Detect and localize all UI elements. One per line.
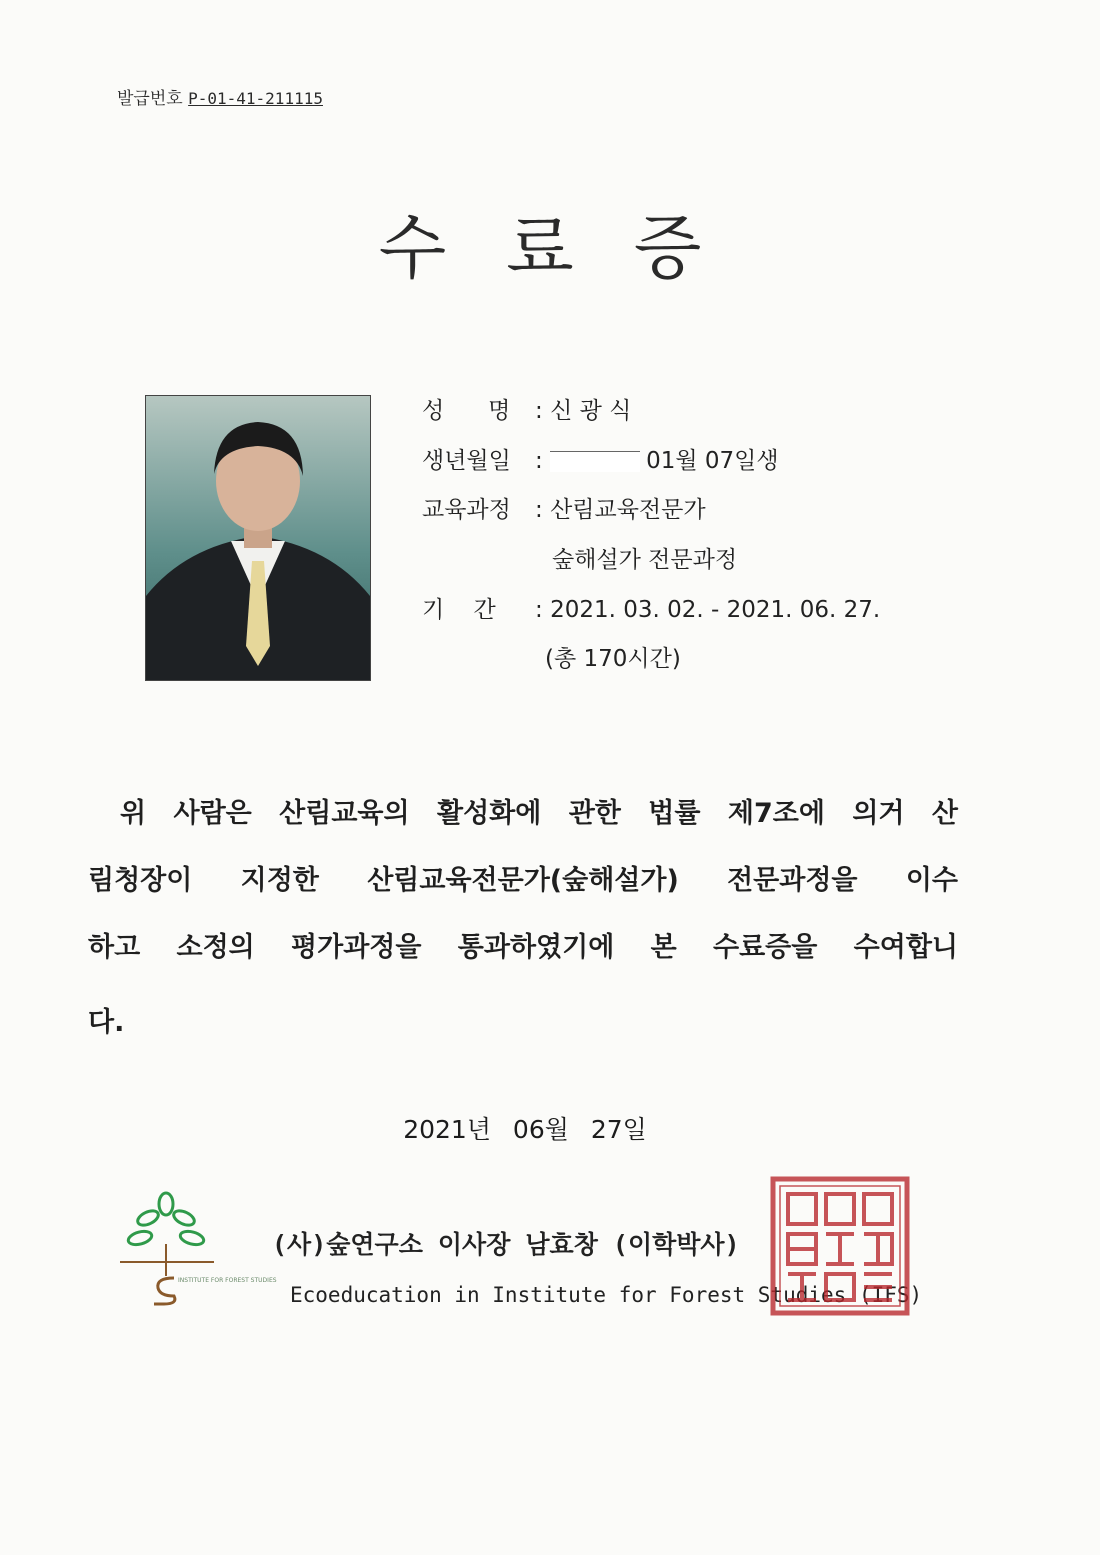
issue-number [117,84,323,109]
issue-date: 2021년 06월 27일 [403,1115,647,1144]
issuer-english: Ecoeducation in Institute for Forest Studies (IFS) [290,1283,923,1307]
birth-value: 01월 07일생 [646,448,779,474]
portrait-photo [145,395,371,681]
redaction-box [550,451,640,472]
official-seal [770,1176,910,1316]
course-label: 교육과정 [422,497,511,523]
period-label: 기 간 [422,597,496,623]
seal-stamp-icon [770,1176,910,1316]
course-value-line2: 숲해설가 전문과정 [552,547,738,573]
birth-field: 생년월일 : 01월 07일생 [422,442,779,475]
course-value: 산림교육전문가 [550,497,706,523]
period-value: 2021. 03. 02. - 2021. 06. 27. [550,597,881,623]
body-line-3: 하고 소정의 평가과정을 통과하였기에 본 수료증을 수여합니 [88,932,958,963]
name-label: 성 명 [422,398,511,424]
institute-logo [116,1190,277,1308]
name-field: 성 명 : 신 광 식 [422,392,631,425]
page-title: 수료증 [378,207,762,289]
body-line-1: 위 사람은 산림교육의 활성화에 관한 법률 제7조에 의거 산 [120,798,958,829]
period-field: 기 간 : 2021. 03. 02. - 2021. 06. 27. [422,591,880,624]
tree-logo-icon [116,1190,277,1308]
body-line-4: 다. [88,1007,125,1038]
issue-number-label: 발급번호 [117,89,183,109]
name-value: 신 광 식 [550,398,632,424]
issue-number-value: P-01-41-211115 [188,89,323,108]
course-field: 교육과정 : 산림교육전문가 [422,491,706,524]
person-icon [146,396,370,680]
birth-label: 생년월일 [422,448,511,474]
logo-text: INSTITUTE FOR FOREST STUDIES [178,1277,277,1284]
period-hours: (총 170시간) [545,646,681,672]
issuer-name: (사)숲연구소 이사장 남효창 (이학박사) [272,1230,740,1259]
body-line-2: 림청장이 지정한 산림교육전문가(숲해설가) 전문과정을 이수 [88,865,958,896]
